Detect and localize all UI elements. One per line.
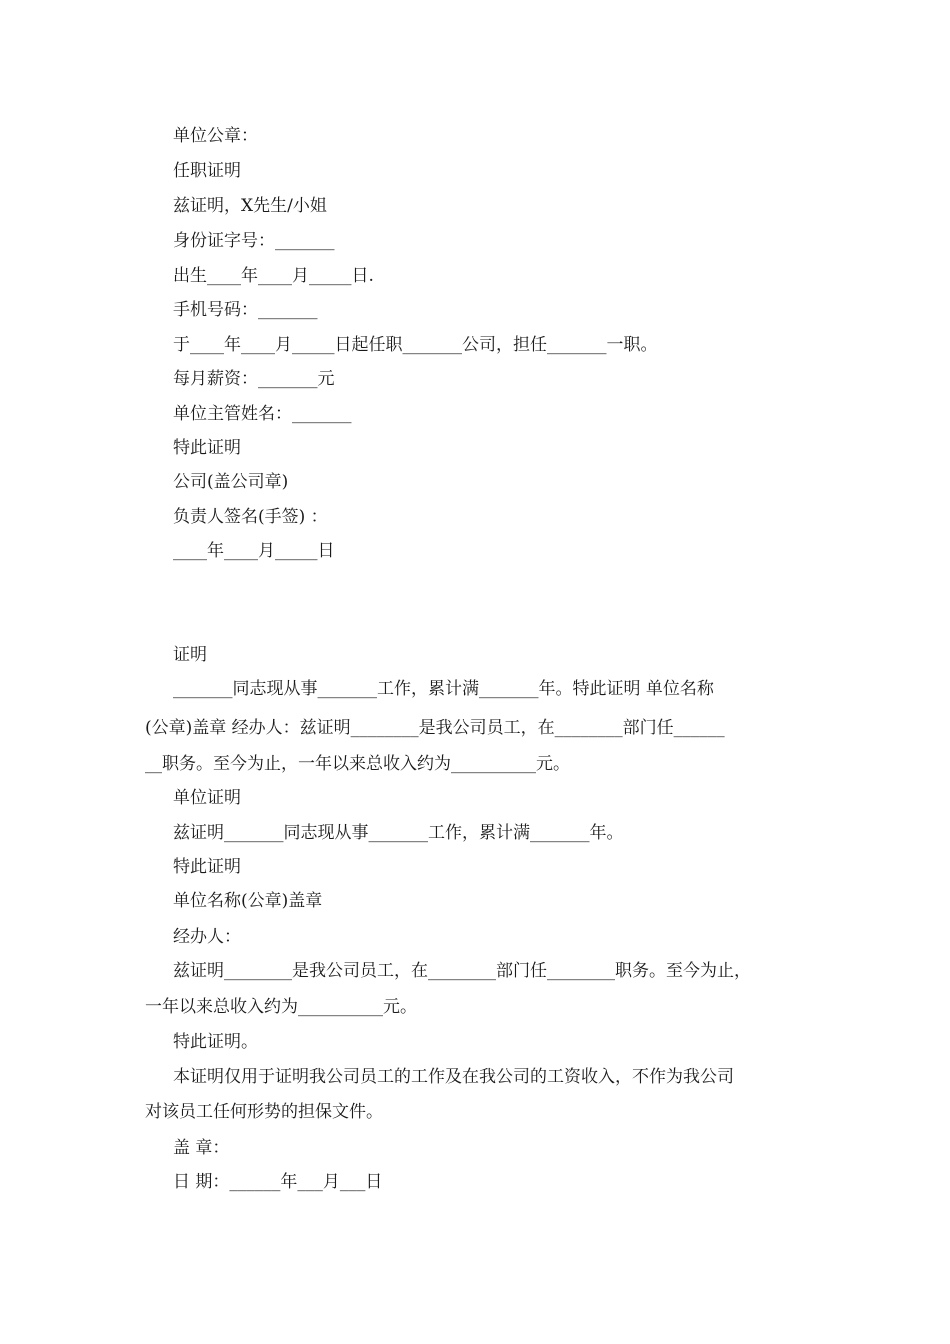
monthly-salary-line: 每月薪资：_______元 — [173, 369, 335, 389]
paragraph-1-line-2: (公章)盖章 经办人：兹证明________是我公司员工，在________部门任______ — [145, 718, 725, 738]
date-line: 日 期：______年___月___日 — [173, 1172, 383, 1192]
seal-line: 盖 章： — [173, 1138, 230, 1158]
signature-line: 负责人签名(手签) ： — [173, 507, 328, 527]
certificate-title: 证明 — [173, 645, 207, 665]
handler-line: 经办人： — [173, 927, 241, 947]
employment-certificate-title: 任职证明 — [173, 161, 241, 181]
unit-certificate-title: 单位证明 — [173, 788, 241, 808]
hereby-certify-line-3: 特此证明。 — [173, 1032, 258, 1052]
phone-line: 手机号码：_______ — [173, 300, 318, 320]
employment-start-line: 于____年____月_____日起任职_______公司，担任_______一职。 — [173, 335, 658, 355]
company-seal-line: 公司(盖公司章) — [173, 472, 289, 492]
hereby-certify-line-2: 特此证明 — [173, 857, 241, 877]
paragraph-2-line-1: 兹证明________是我公司员工，在________部门任________职务。至今为止， — [173, 961, 751, 981]
seal-label: 单位公章： — [173, 126, 258, 146]
id-number-line: 身份证字号：_______ — [173, 231, 335, 251]
birth-date-line: 出生____年____月_____日. — [173, 266, 374, 286]
hereby-certify-line: 特此证明 — [173, 438, 241, 458]
paragraph-2-line-2: 一年以来总收入约为__________元。 — [145, 997, 417, 1017]
certify-line: 兹证明，X先生/小姐 — [173, 196, 327, 216]
work-years-line: 兹证明_______同志现从事_______工作，累计满_______年。 — [173, 823, 624, 843]
supervisor-name-line: 单位主管姓名：_______ — [173, 404, 352, 424]
paragraph-3-line-2: 对该员工任何形势的担保文件。 — [145, 1102, 383, 1122]
paragraph-1-line-3: __职务。至今为止，一年以来总收入约为__________元。 — [145, 754, 570, 774]
unit-name-seal-line: 单位名称(公章)盖章 — [173, 891, 323, 911]
paragraph-3-line-1: 本证明仅用于证明我公司员工的工作及在我公司的工资收入，不作为我公司 — [173, 1067, 734, 1087]
paragraph-1-line-1: _______同志现从事_______工作，累计满_______年。特此证明 单位名称 — [173, 679, 714, 699]
signature-date-line: ____年____月_____日 — [173, 541, 335, 561]
